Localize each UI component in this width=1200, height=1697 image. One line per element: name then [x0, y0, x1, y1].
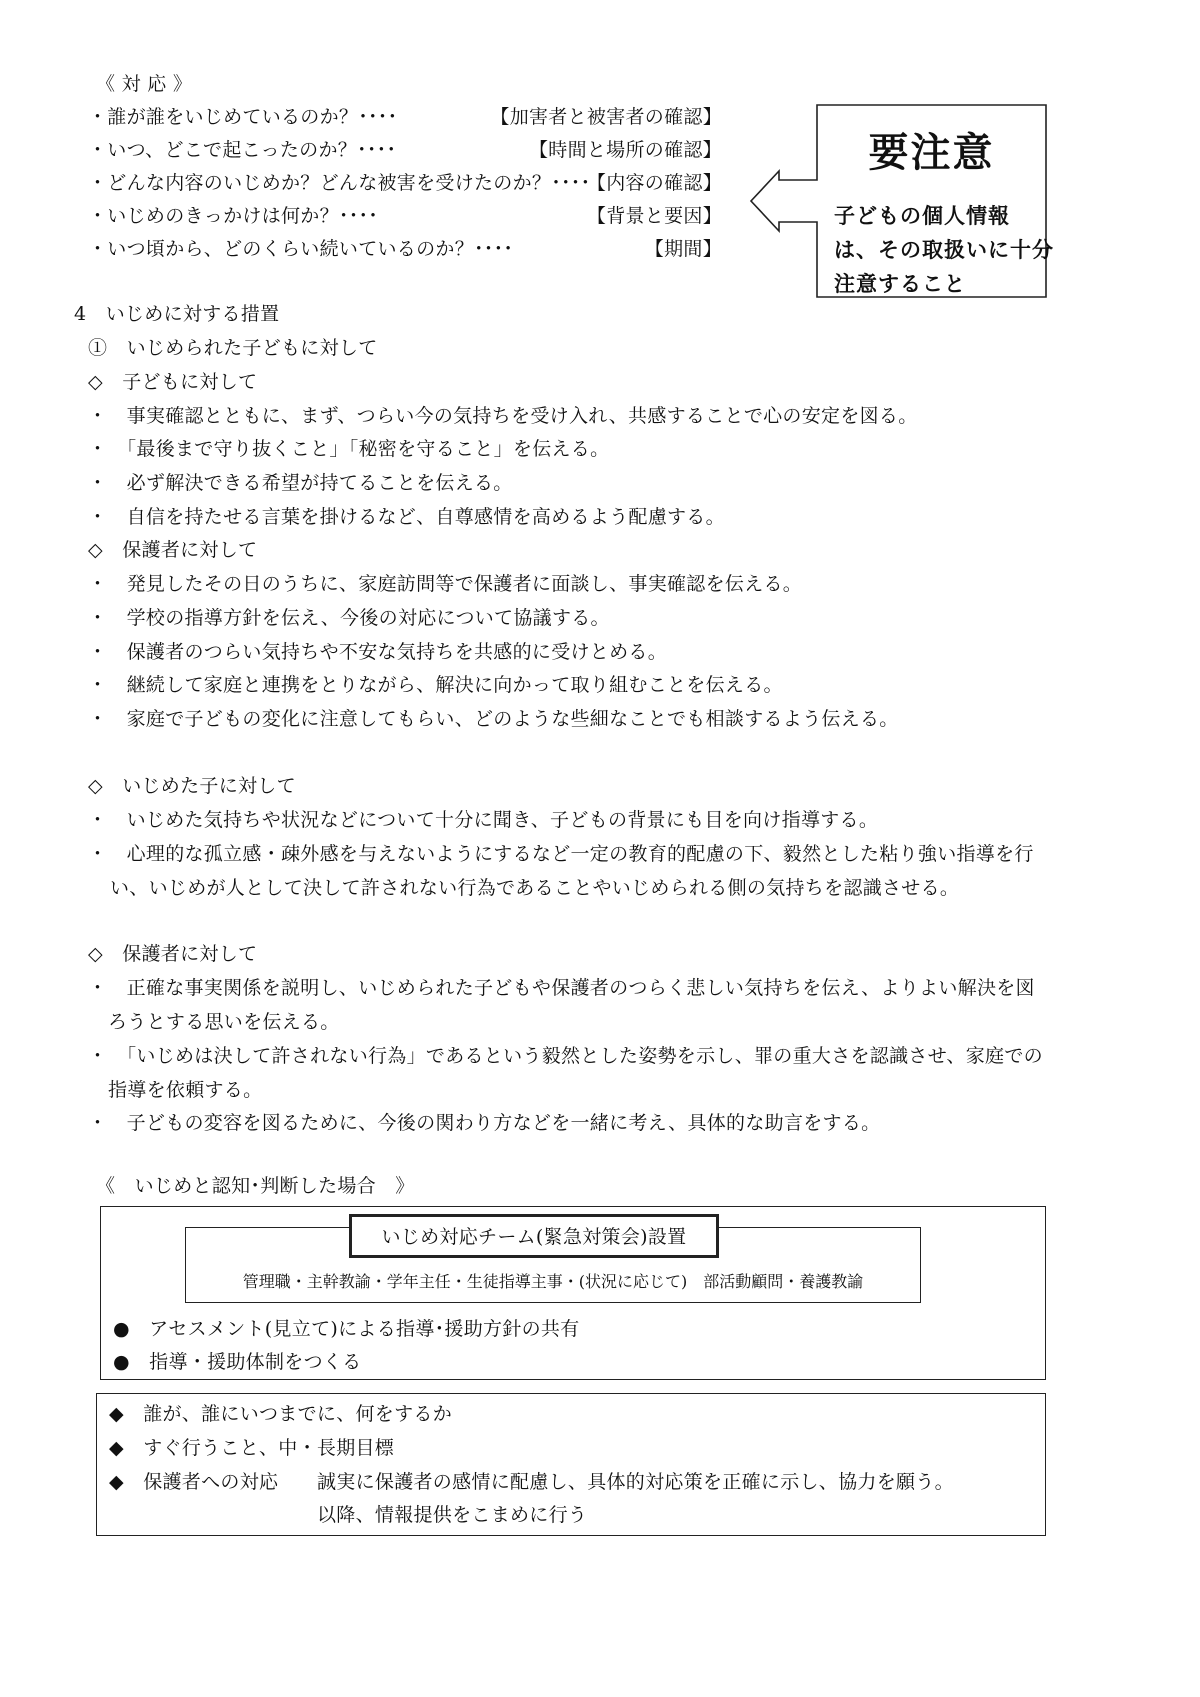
response-tag: 【内容の確認】: [586, 172, 722, 194]
section4-subheading: ① いじめられた子どもに対して: [88, 337, 378, 359]
team-members: 管理職・主幹教諭・学年主任・生徒指導主事・(状況に応じて) 部活動顧問・養護教諭: [242, 1272, 864, 1291]
plan-guardian-label: ◆ 保護者への対応: [109, 1471, 279, 1493]
response-question: ・いじめのきっかけは何か？････: [88, 205, 379, 227]
callout-line: 子どもの個人情報: [834, 204, 1010, 228]
child-heading: ◇ 子どもに対して: [88, 371, 258, 393]
list-item-continued: い、いじめが人として決して許されない行為であることやいじめられる側の気持ちを認識させる。: [110, 877, 960, 899]
list-item: ・ 必ず解決できる希望が持てることを伝える。: [88, 472, 513, 494]
callout-line: は、その取扱いに十分: [834, 238, 1054, 262]
response-heading: 《 対 応 》: [96, 73, 193, 95]
bully-heading: ◇ いじめた子に対して: [88, 775, 296, 797]
recognition-heading: 《 いじめと認知･判断した場合 》: [96, 1175, 415, 1197]
plan-guardian-text: 誠実に保護者の感情に配慮し、具体的対応策を正確に示し、協力を願う。: [317, 1471, 954, 1493]
list-item: ・ 事実確認とともに、まず、つらい今の気持ちを受け入れ、共感することで心の安定を図る。: [88, 405, 918, 427]
list-item: ・ 自信を持たせる言葉を掛けるなど、自尊感情を高めるよう配慮する。: [88, 506, 725, 528]
response-question: ・いつ頃から、どのくらい続いているのか？････: [88, 238, 514, 260]
response-tag: 【期間】: [644, 238, 722, 260]
list-item: ・ 継続して家庭と連携をとりながら、解決に向かって取り組むことを伝える。: [88, 674, 783, 696]
list-item: ・ 正確な事実関係を説明し、いじめられた子どもや保護者のつらく悲しい気持ちを伝え、よりよい解決を図: [88, 977, 1035, 999]
response-question: ・誰が誰をいじめているのか？････: [88, 106, 398, 128]
list-item: ・ 学校の指導方針を伝え、今後の対応について協議する。: [88, 607, 610, 629]
section4-heading: 4 いじめに対する措置: [74, 303, 280, 325]
list-item-continued: ろうとする思いを伝える。: [108, 1011, 340, 1033]
plan-item: ◆ 誰が、誰にいつまでに、何をするか: [109, 1403, 453, 1425]
callout-title: 要注意: [868, 130, 995, 176]
response-question: ・どんな内容のいじめか？どんな被害を受けたのか？････: [88, 172, 591, 194]
response-question: ・いつ、どこで起こったのか？････: [88, 139, 397, 161]
callout-body: [834, 199, 1054, 301]
bully-guardian-heading: ◇ 保護者に対して: [88, 943, 258, 965]
plan-box: [96, 1393, 1046, 1536]
plan-guardian-text: 以降、情報提供をこまめに行う: [317, 1504, 588, 1526]
list-item: ・ 「最後まで守り抜くこと」「秘密を守ること」を伝える。: [88, 438, 610, 460]
recognition-bullet: ● アセスメント(見立て)による指導･援助方針の共有: [113, 1318, 580, 1340]
recognition-box: [100, 1206, 1046, 1380]
list-item: ・ 子どもの変容を図るために、今後の関わり方などを一緒に考え、具体的な助言をする。: [88, 1112, 881, 1134]
list-item: ・ 家庭で子どもの変化に注意してもらい、どのような些細なことでも相談するよう伝える。: [88, 708, 899, 730]
list-item: ・ いじめた気持ちや状況などについて十分に聞き、子どもの背景にも目を向け指導する。: [88, 809, 879, 831]
list-item: ・ 保護者のつらい気持ちや不安な気持ちを共感的に受けとめる。: [88, 641, 668, 663]
list-item: ・ 「いじめは決して許されない行為」であるという毅然とした姿勢を示し、罪の重大さを認識させ、家庭での: [88, 1045, 1043, 1067]
guardian-heading: ◇ 保護者に対して: [88, 539, 258, 561]
response-tag: 【加害者と被害者の確認】: [490, 106, 722, 128]
callout-line: 注意すること: [834, 272, 966, 296]
team-title-box: [349, 1214, 719, 1258]
plan-item: ◆ すぐ行うこと、中・長期目標: [109, 1437, 395, 1459]
recognition-bullet: ● 指導・援助体制をつくる: [113, 1351, 362, 1373]
list-item-continued: 指導を依頼する。: [108, 1079, 263, 1101]
team-title: いじめ対応チーム(緊急対策会)設置: [381, 1226, 687, 1248]
list-item: ・ 発見したその日のうちに、家庭訪問等で保護者に面談し、事実確認を伝える。: [88, 573, 803, 595]
response-tag: 【時間と場所の確認】: [528, 139, 722, 161]
response-tag: 【背景と要因】: [586, 205, 722, 227]
list-item: ・ 心理的な孤立感・疎外感を与えないようにするなど一定の教育的配慮の下、毅然とした粘り強い指導を行: [88, 843, 1034, 865]
